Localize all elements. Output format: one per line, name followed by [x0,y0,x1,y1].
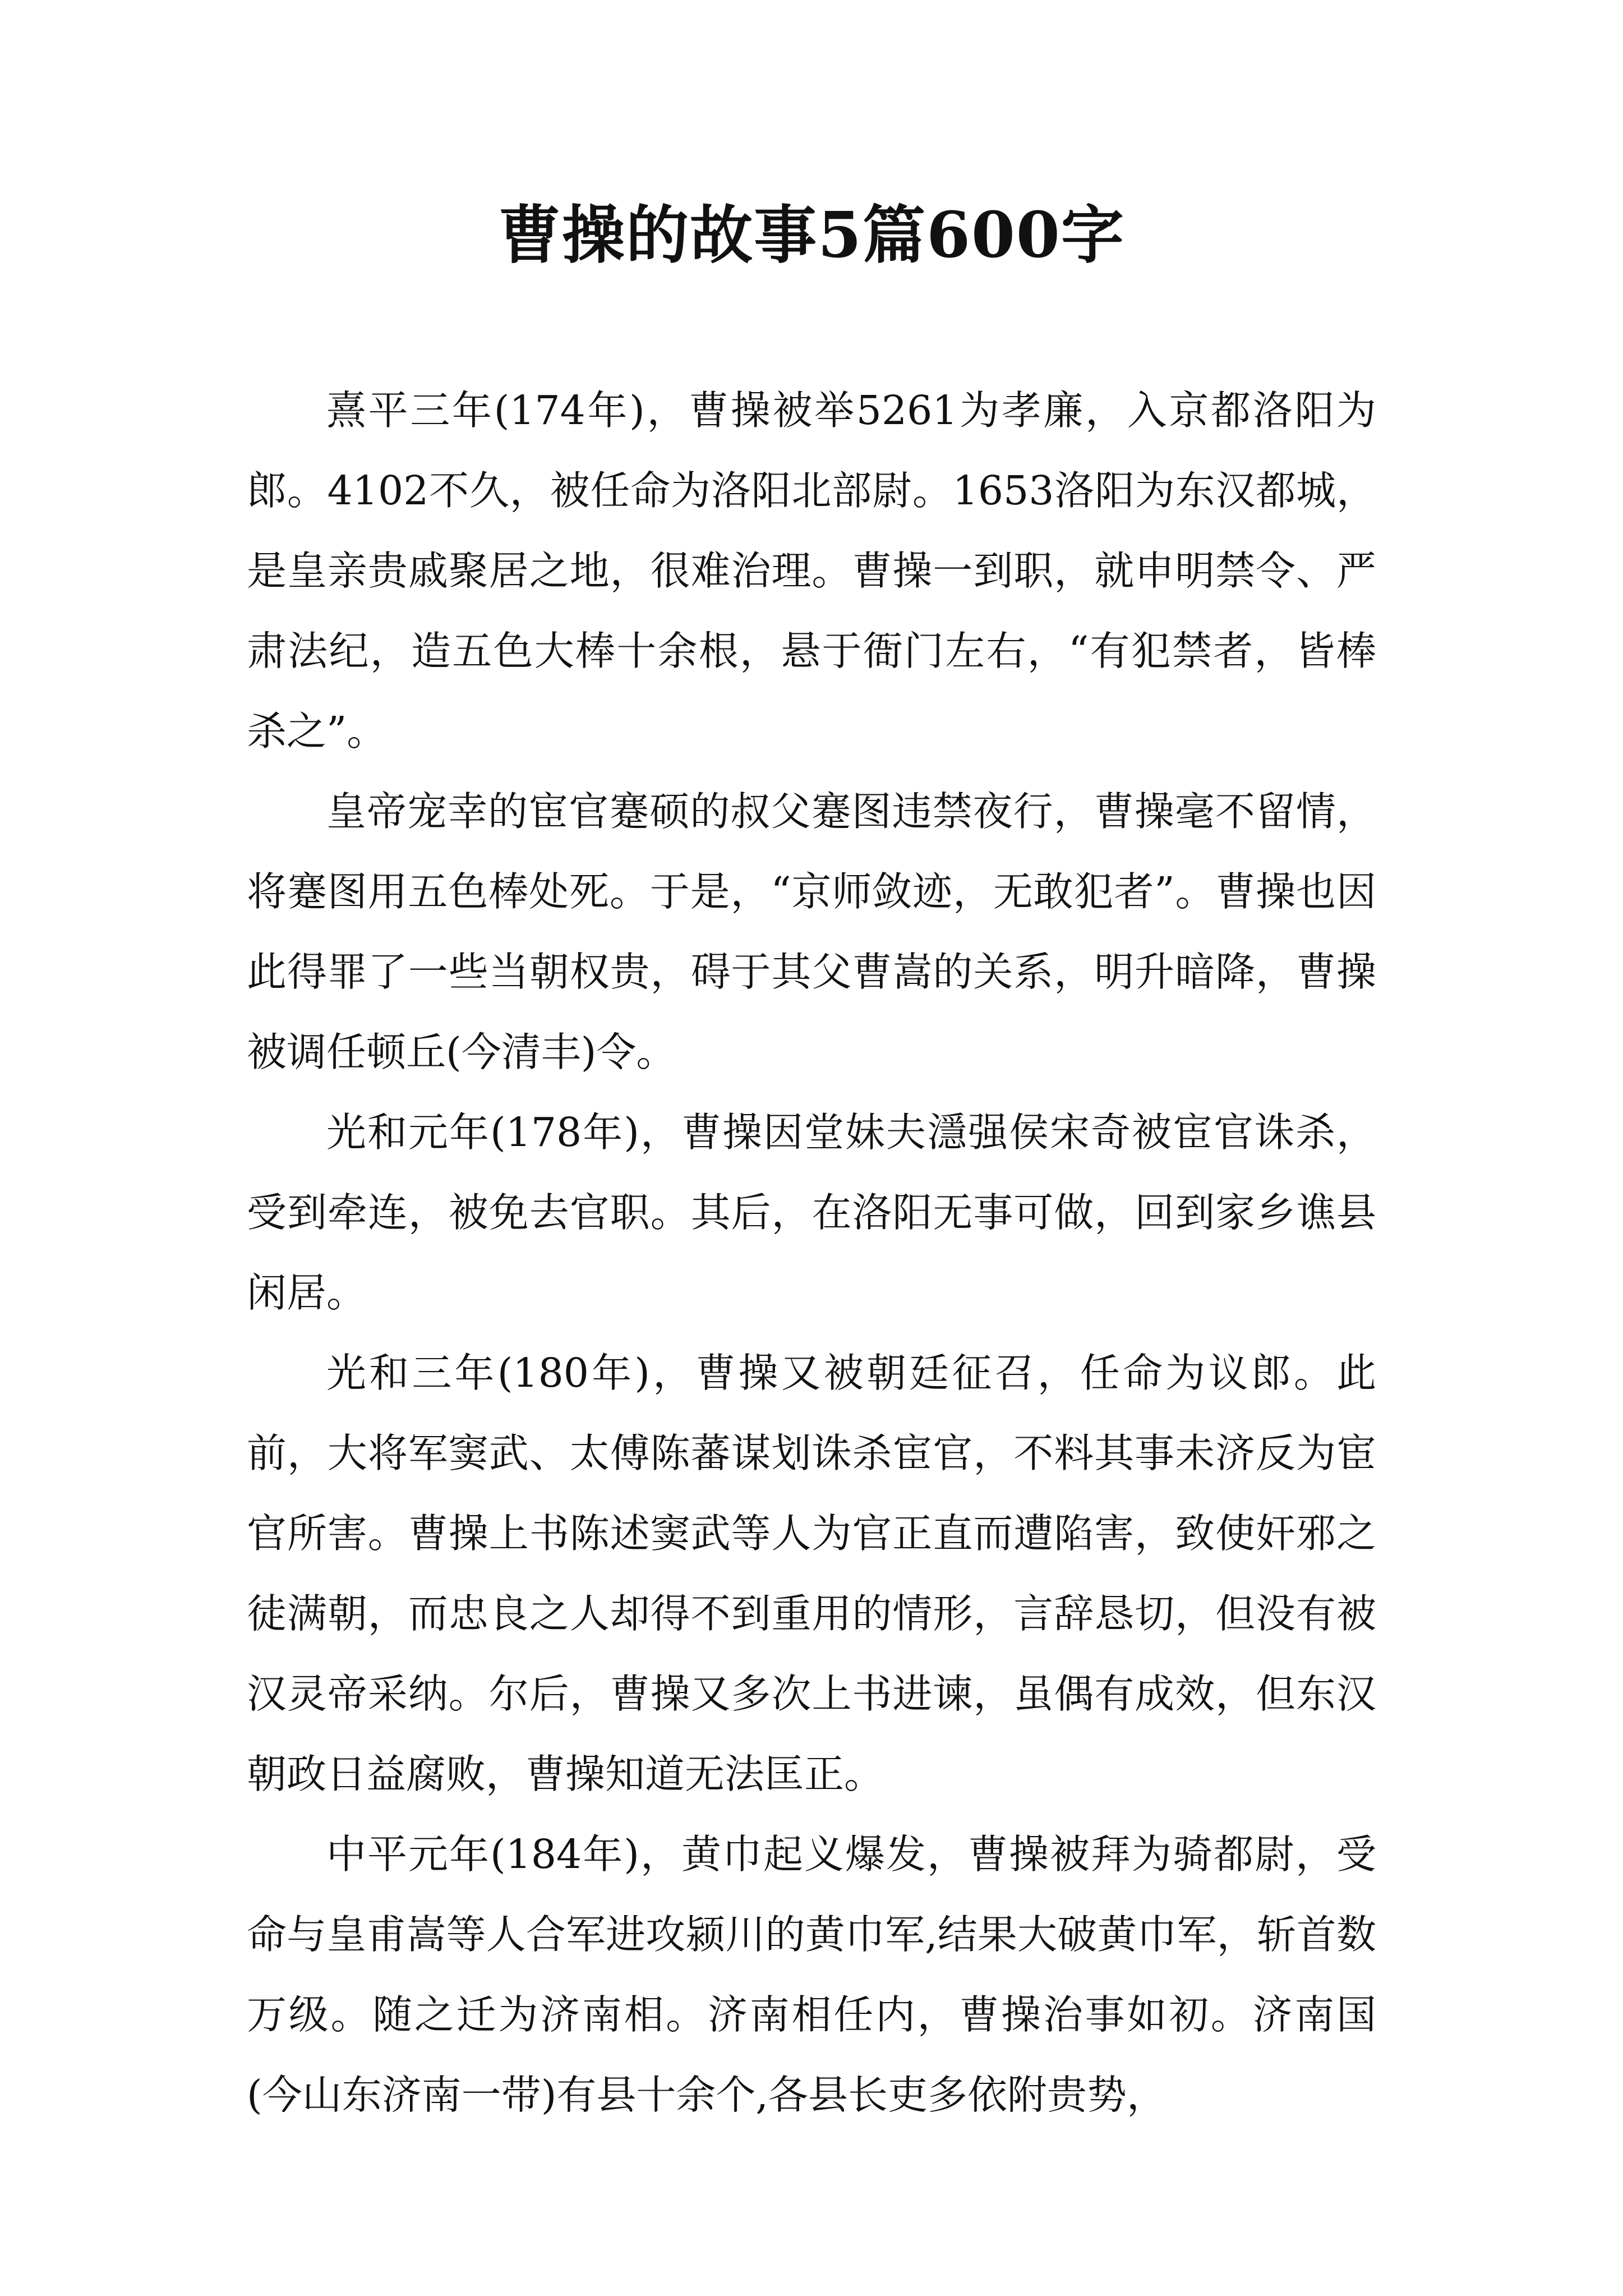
paragraph-2: 皇帝宠幸的宦官蹇硕的叔父蹇图违禁夜行，曹操毫不留情，将蹇图用五色棒处死。于是，“京师敛迹，无敢犯者”。曹操也因此得罪了一些当朝权贵，碍于其父曹嵩的关系，明升暗降，曹操被调任顿丘(今清丰)令。 [247,788,1376,1075]
paragraph-1: 熹平三年(174年)，曹操被举5261为孝廉，入京都洛阳为郎。4102不久，被任命为洛阳北部尉。1653洛阳为东汉都城，是皇亲贵戚聚居之地，很难治理。曹操一到职，就申明禁令、严肃法纪，造五色大棒十余根，悬于衙门左右，“有犯禁者，皆棒杀之”。 [247,387,1376,754]
document-body [247,370,1376,2135]
paragraph-5: 中平元年(184年)，黄巾起义爆发，曹操被拜为骑都尉，受命与皇甫嵩等人合军进攻颍川的黄巾军,结果大破黄巾军，斩首数万级。随之迁为济南相。济南相任内，曹操治事如初。济南国(今山东济南一带)有县十余个,各县长吏多依附贵势， [247,1831,1376,2118]
paragraph-3: 光和元年(178年)，曹操因堂妹夫濦强侯宋奇被宦官诛杀，受到牵连，被免去官职。其后，在洛阳无事可做，回到家乡谯县闲居。 [247,1109,1376,1316]
document-title: 曹操的故事5篇600字 [498,199,1125,272]
paragraph-4: 光和三年(180年)，曹操又被朝廷征召，任命为议郎。此前，大将军窦武、太傅陈蕃谋划诛杀宦官，不料其事未济反为宦官所害。曹操上书陈述窦武等人为官正直而遭陷害，致使奸邪之徒满朝，而忠良之人却得不到重用的情形，言辞恳切，但没有被汉灵帝采纳。尔后，曹操又多次上书进谏，虽偶有成效，但东汉朝政日益腐败，曹操知道无法匡正。 [247,1350,1376,1797]
